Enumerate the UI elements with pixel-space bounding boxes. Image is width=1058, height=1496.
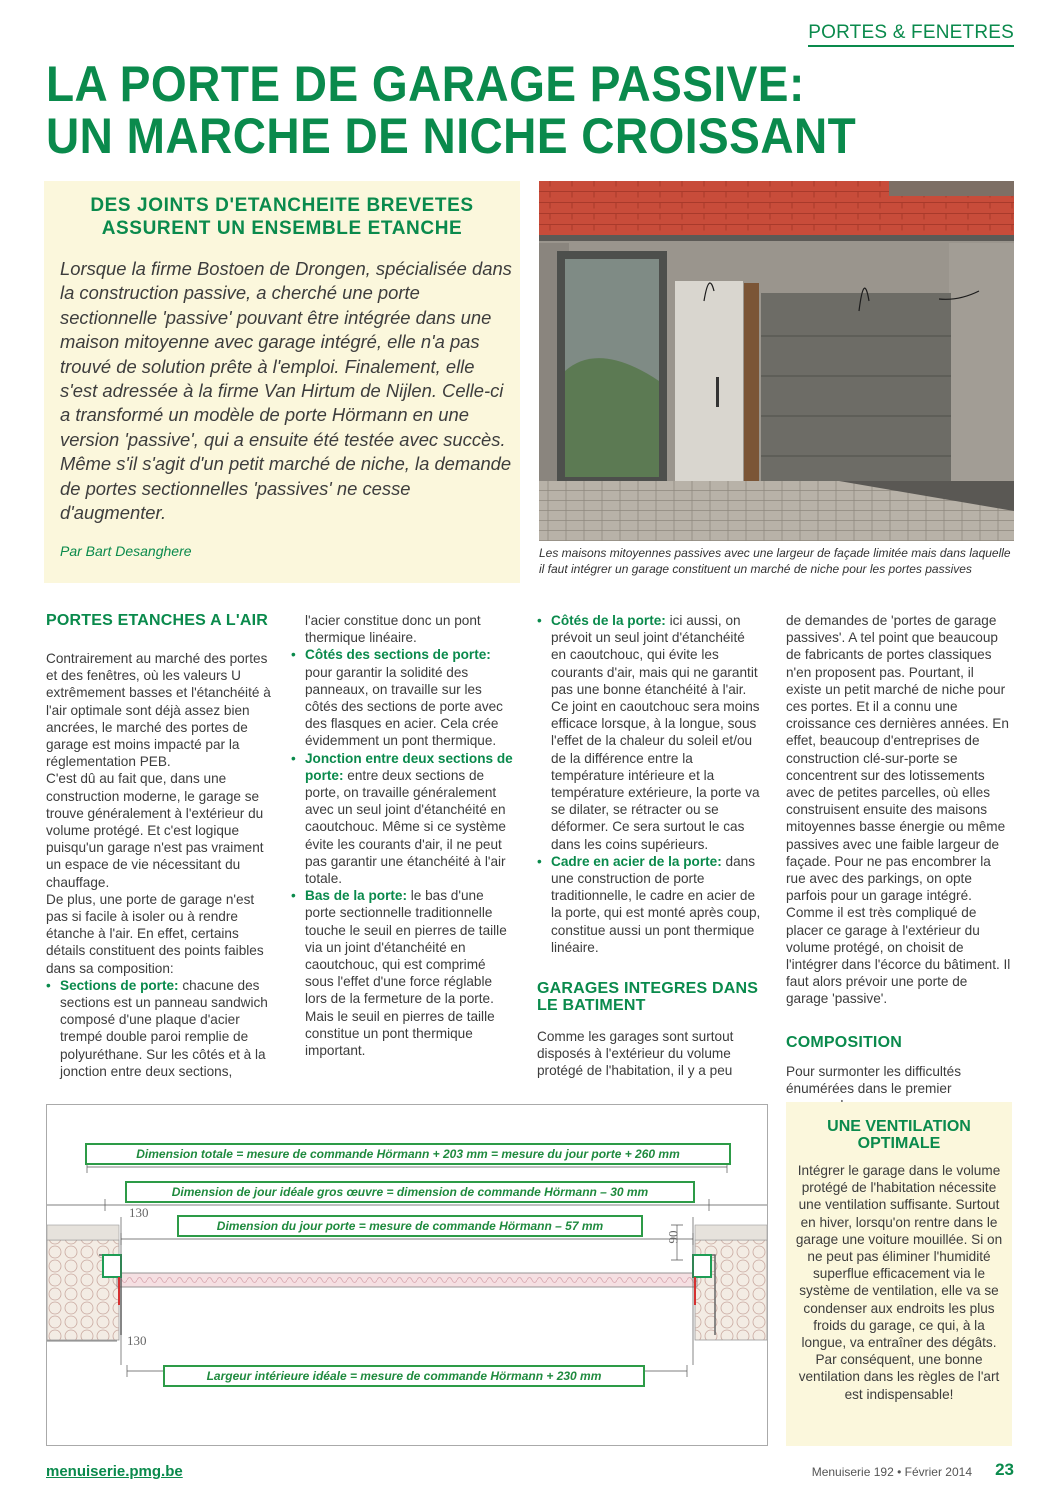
title-line-2: UN MARCHE DE NICHE CROISSANT: [46, 108, 857, 164]
dimension-90: 90: [665, 1230, 681, 1244]
dimension-label-jour-porte: Dimension du jour porte = mesure de commande Hörmann – 57 mm: [177, 1215, 643, 1237]
paragraph: l'acier constitue donc un pont thermique linéaire.: [305, 613, 481, 646]
footer-issue: Menuiserie 192 • Février 2014: [811, 1465, 972, 1479]
bullet-label: Côtés des sections de porte:: [305, 647, 491, 663]
ventilation-box: [786, 1102, 1012, 1446]
bullet-item: [46, 977, 272, 1080]
title-line-1: LA PORTE DE GARAGE PASSIVE:: [46, 56, 805, 112]
dimension-130-bottom: 130: [127, 1333, 147, 1348]
ventilation-title-line-2: OPTIMALE: [857, 1135, 941, 1152]
bullet-item: [291, 646, 517, 749]
bullet-label: Jonction entre deux sections de porte:: [305, 750, 513, 783]
article-title: [46, 58, 948, 162]
bullet-text: chacune des sections est un panneau sandwich composé d'une plaque d'acier trempé double paroi remplie de polyuréthane. Sur les côtés et à la jonction entre deux sections,: [60, 977, 268, 1079]
intro-subtitle: [44, 194, 520, 240]
dimension-diagram: [46, 1104, 768, 1446]
paragraph: Comme les garages sont surtout disposés à l'extérieur du volume protégé de l'habitation, il y a peu: [537, 1029, 734, 1079]
bullet-label: Bas de la porte:: [305, 888, 407, 904]
footer-site-link[interactable]: menuiserie.pmg.be: [46, 1463, 183, 1480]
column-4: [786, 612, 1012, 1114]
bullet-text: pour garantir la solidité des panneaux, on travaille sur les côtés des sections de porte avec des flasques en acier. Cela crée évidemment un pont thermique.: [305, 664, 503, 749]
column-1: [46, 612, 272, 1080]
bullet-text: entre deux sections de porte, on travaille généralement avec un seul joint d'étanchéité en caoutchouc. Même si ce système évite les courants d'air, il ne peut pas garantir une étanchéité à l'air totale.: [305, 767, 506, 887]
bullet-icon: •: [537, 613, 542, 628]
column-3: [537, 612, 763, 1080]
bullet-icon: •: [537, 853, 542, 869]
bullet-label: Côtés de la porte:: [551, 613, 666, 628]
dimension-label-total: Dimension totale = mesure de commande Hörmann + 203 mm = mesure du jour porte + 260 mm: [85, 1143, 731, 1165]
ventilation-title-line-1: UNE VENTILATION: [827, 1118, 971, 1135]
heading-composition: COMPOSITION: [786, 1033, 902, 1051]
bullet-text: ici aussi, on prévoit un seul joint d'étanchéité en caoutchouc, qui évite les courants d'air, mais qui ne garantit pas une bonne étanchéité à l'air. Ce joint en caoutchouc sera moins efficace lorsque, à la longue, sous l'effet de la chaleur du soleil et/ou de la différence entre la température intérieure et la température extérieure, la porte va se dilater, se rétracter ou se déformer. Ce sera surtout le cas dans les coins supérieurs.: [551, 613, 760, 852]
bullet-item: [537, 612, 763, 853]
ventilation-text: Intégrer le garage dans le volume protégé de l'habitation nécessite une ventilation suffisante. Surtout en hiver, lorsqu'on rentre dans le garage une voiture mouillée. Si on ne peut pas éliminer l'humidité superflue efficacement via le système de ventilation, elle va se condenser aux endroits les plus froids du garage, ce qui, à la longue, va entraîner des dégâts. Par conséquent, une bonne ventilation dans les règles de l'art est indispensable!: [795, 1163, 1003, 1402]
bullet-item: [537, 853, 763, 956]
bullet-icon: •: [291, 888, 296, 904]
paragraph: Contrairement au marché des portes et des fenêtres, où les valeurs U extrêmement basses et l'étanchéité à l'air optimale sont déjà assez bien ancrées, le marché des portes de garage est moins impacté par la réglementation PEB.: [46, 651, 271, 770]
intro-text: Lorsque la firme Bostoen de Drongen, spécialisée dans la construction passive, a cherché une porte sectionnelle 'passive' pouvant être intégrée dans une maison mitoyenne avec garage intégré, elle n'a pas trouvé de solution prête à l'emploi. Finalement, elle s'est adressée à la firme Van Hirtum de Nijlen. Celle-ci a transformé un modèle de porte Hörmann en une version 'passive', qui a ensuite été testée avec succès. Même s'il s'agit d'un petit marché de niche, la demande de portes sectionnelles 'passives' ne cesse d'augmenter.: [60, 258, 512, 524]
intro-box: [44, 181, 520, 583]
page-number: 23: [995, 1460, 1014, 1479]
dimension-130-top: 130: [129, 1205, 149, 1220]
bullet-icon: •: [46, 977, 51, 993]
heading-garages-integres: GARAGES INTEGRES DANS LE BATIMENT: [537, 980, 759, 1015]
bullet-icon: •: [291, 647, 296, 663]
bullet-label: Sections de porte:: [60, 977, 179, 993]
paragraph: C'est dû au fait que, dans une construction moderne, le garage se trouve généralement à l'extérieur du volume protégé. Et c'est logique puisqu'un garage n'est pas vraiment un espace de vie nécessitant du chauffage.: [46, 771, 264, 890]
photo-caption: Les maisons mitoyennes passives avec une largeur de façade limitée mais dans laquelle il faut intégrer un garage constituent un marché de niche pour les portes passives: [539, 546, 1011, 576]
bullet-text: dans une construction de porte traditionnelle, le cadre en acier de la porte, qui est monté après coup, constitue aussi un pont thermique linéaire.: [551, 853, 761, 955]
column-2: [291, 612, 517, 1059]
bullet-item: [291, 887, 517, 1059]
intro-subtitle-line-2: ASSURENT UN ENSEMBLE ETANCHE: [101, 218, 463, 239]
section-tag: PORTES & FENETRES: [808, 22, 1014, 47]
dimension-label-largeur-interieure: Largeur intérieure idéale = mesure de commande Hörmann + 230 mm: [163, 1365, 645, 1387]
paragraph: de demandes de 'portes de garage passives'. A tel point que beaucoup de fabricants de portes classiques n'en proposent pas. Pourtant, il existe un petit marché de niche pour ces portes. Et il a connu une croissance ces dernières années. En effet, beaucoup d'entreprises de construction clé-sur-porte se concentrent sur des lotissements avec de petites parcelles, où elles construisent ensuite des maisons mitoyennes basse énergie ou même passives avec une faible largeur de façade. Pour ne pas encombrer la rue avec des parkings, on opte parfois pour un garage intégré. Comme il est très compliqué de placer ce garage à l'extérieur du volume protégé, on choisit de l'intégrer dans l'écorce du bâtiment. Il faut alors prévoir une porte de garage 'passive'.: [786, 613, 1011, 1007]
intro-subtitle-line-1: DES JOINTS D'ETANCHEITE BREVETES: [90, 195, 474, 216]
bullet-continuation: [291, 612, 517, 646]
paragraph: De plus, une porte de garage n'est pas si facile à isoler ou à rendre étanche à l'air. En effet, certains détails constituent des points faibles dans sa composition:: [46, 891, 264, 976]
bullet-item: [291, 750, 517, 888]
bullet-icon: •: [291, 750, 296, 766]
ventilation-title: [786, 1118, 1012, 1152]
bullet-text: le bas d'une porte sectionnelle traditionnelle touche le seuil en pierres de taille via un joint d'étanchéité en caoutchouc, qui est comprimé sous l'effet d'une force réglable lors de la fermeture de la porte. Mais le seuil en pierres de taille constitue un pont thermique important.: [305, 888, 507, 1059]
bullet-label: Cadre en acier de la porte:: [551, 853, 722, 869]
garage-photo: [539, 181, 1014, 541]
heading-portes-etanches: PORTES ETANCHES A L'AIR: [46, 612, 269, 629]
dimension-label-jour-ideale: Dimension de jour idéale gros œuvre = dimension de commande Hörmann – 30 mm: [125, 1181, 695, 1203]
byline: Par Bart Desanghere: [60, 543, 192, 559]
paragraph: Pour surmonter les difficultés énumérées dans le premier: [786, 1063, 962, 1096]
